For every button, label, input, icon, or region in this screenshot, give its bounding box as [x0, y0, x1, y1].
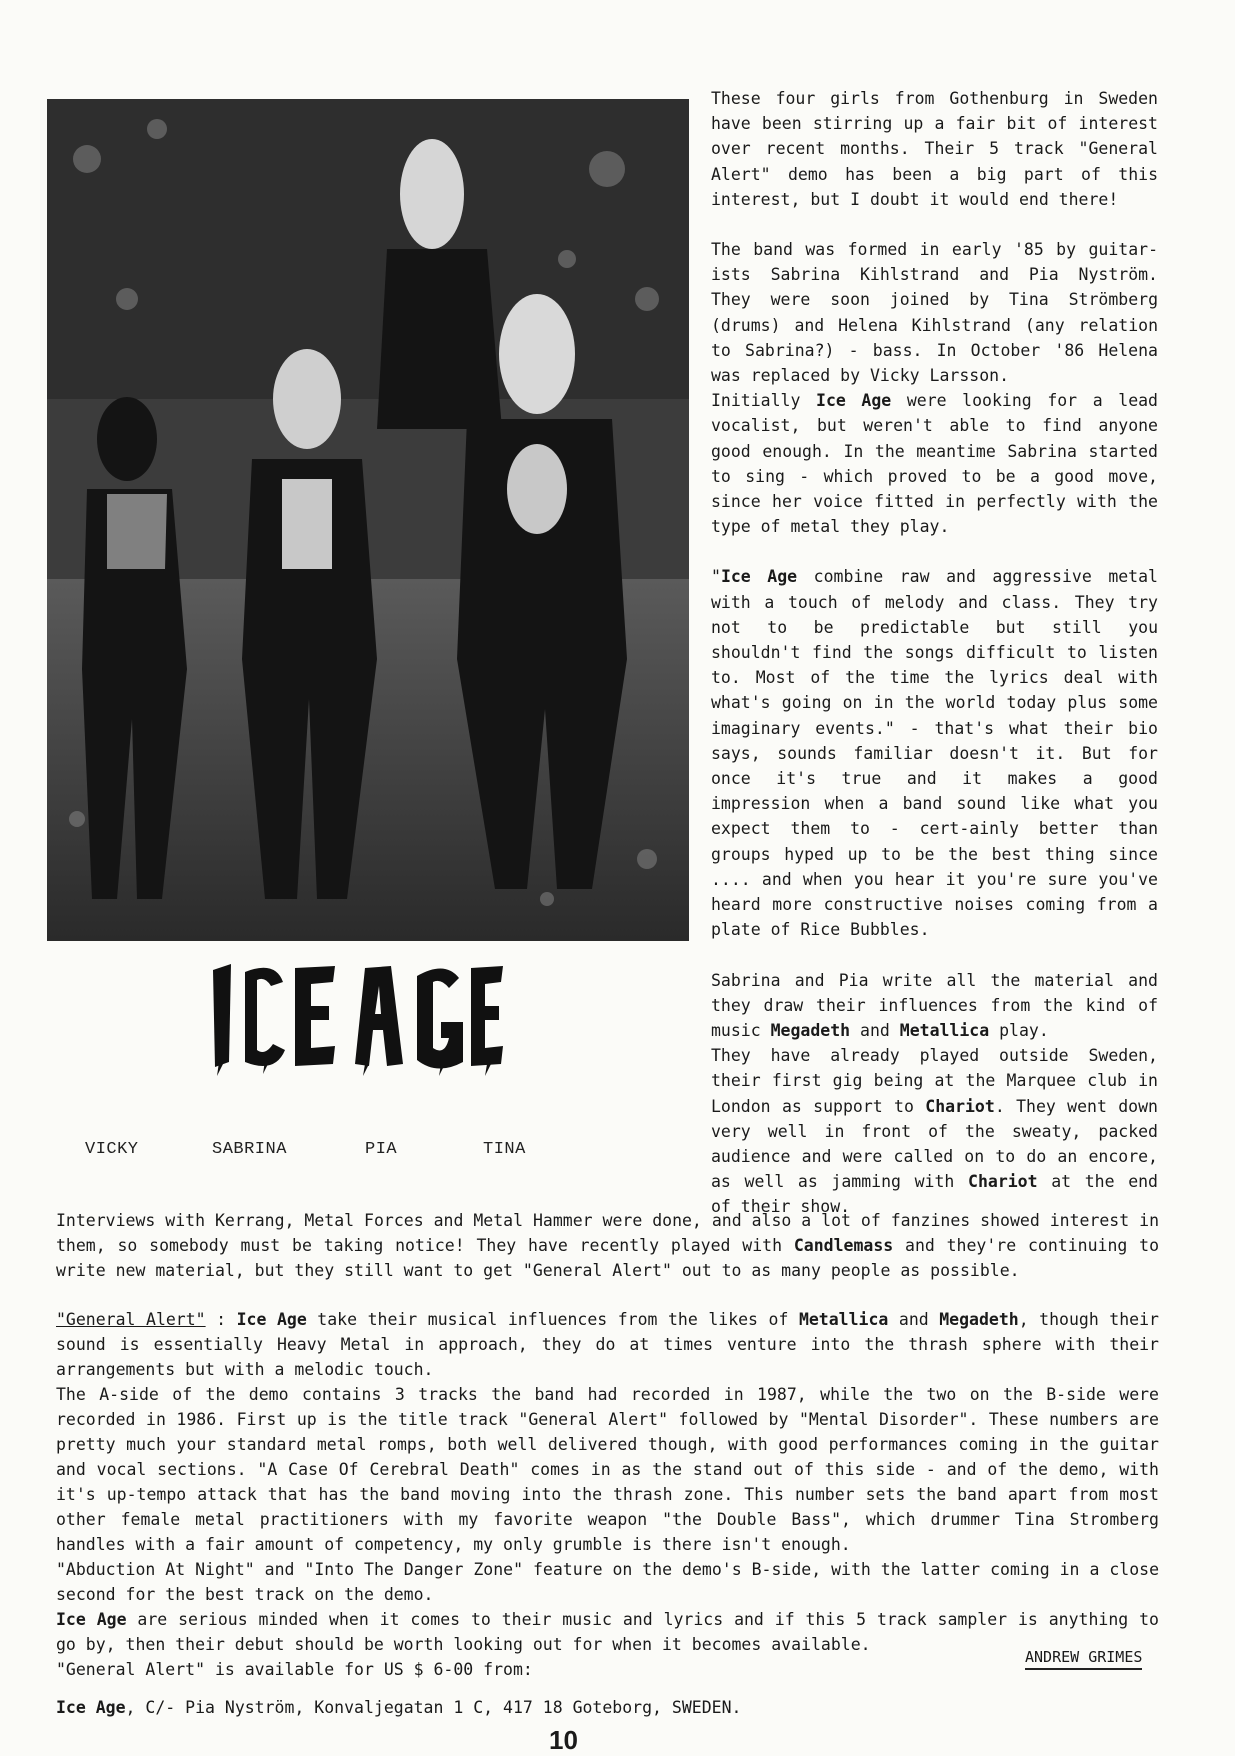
caption-vicky: VICKY: [85, 1140, 139, 1159]
right-column: [711, 86, 1158, 1220]
interviews-paragraph: Interviews with Kerrang, Metal Forces and Metal Hammer were done, and also a lot of fanzines showed interest in them, so somebody must be taking notice! They have recently played with Candlemass and they're continuing to write new material, but they still want to get "General Alert" out to as many people as possible.: [56, 1211, 1159, 1280]
band-photo: [47, 99, 689, 941]
paragraph-vocalist: Initially Ice Age were looking for a lead vocalist, but weren't able to find anyone good enough. In the meantime Sabrina started to sing - which proved to be a good move, since her voice fitted in perfectly with the type of metal they play.: [711, 391, 1158, 537]
paragraph-intro: These four girls from Gothenburg in Sweden have been stirring up a fair bit of interest over recent months. Their 5 track "General Alert" demo has been a big part of this interest, but I doubt it would end there!: [711, 89, 1158, 209]
band-photo-graphic: [47, 99, 689, 941]
review-conclusion: Ice Age are serious minded when it comes to their music and lyrics and if this 5 track sampler is anything to go by, then their debut should be worth looking out for when it becomes available.: [56, 1610, 1159, 1654]
paragraph-gigs: They have already played outside Sweden, their first gig being at the Marquee club in London as support to Chariot. They went down very well in front of the sweaty, packed audience and were called on to do an encore, as well as jamming with Chariot at the end of their show.: [711, 1046, 1158, 1217]
page-number: 10: [549, 1725, 578, 1755]
availability-line: "General Alert" is available for US $ 6-00 from:: [56, 1660, 533, 1679]
paragraph-formation: The band was formed in early '85 by guitar-ists Sabrina Kihlstrand and Pia Nyström. They were soon joined by Tina Strömberg (drums) and Helena Kihlstrand (any relation to Sabrina?) - bass. In October '86 Helena was replaced by Vicky Larsson.: [711, 240, 1158, 386]
review-section: [56, 1307, 1159, 1657]
review-a-side: The A-side of the demo contains 3 tracks the band had recorded in 1987, while the two on the B-side were recorded in 1986. First up is the title track "General Alert" followed by "Mental Disorder". These numbers are pretty much your standard metal romps, both well delivered though, with good performances coming in the guitar and vocal sections. "A Case Of Cerebral Death" comes in as the stand out of this side - and of the demo, with it's up-tempo attack that has the band moving into the thrash zone. This number sets the band apart from most other female metal practitioners with my favorite weapon "the Double Bass", which drummer Tina Stromberg handles with a fair amount of competency, my only grumble is there isn't enough.: [56, 1385, 1159, 1554]
caption-sabrina: SABRINA: [212, 1140, 287, 1159]
contact-address: Ice Age, C/- Pia Nyström, Konvaljegatan 1 C, 417 18 Goteborg, SWEDEN.: [56, 1698, 742, 1717]
review-intro: "General Alert" : Ice Age take their musical influences from the likes of Metallica and Megadeth, though their sound is essentially Heavy Metal in approach, they do at times venture into the thrash sphere with their arrangements but with a melodic touch.: [56, 1310, 1159, 1379]
review-b-side: "Abduction At Night" and "Into The Danger Zone" feature on the demo's B-side, with the latter coming in a close second for the best track on the demo.: [56, 1560, 1159, 1604]
paragraph-influences: Sabrina and Pia write all the material and they draw their influences from the kind of music Megadeth and Metallica play.: [711, 970, 1158, 1040]
caption-tina: TINA: [483, 1140, 526, 1159]
ice-age-logo: [205, 952, 505, 1077]
caption-pia: PIA: [365, 1140, 398, 1159]
paragraph-bio: "Ice Age combine raw and aggressive metal with a touch of melody and class. They try not to be predictable but still you shouldn't find the songs difficult to listen to. Most of the time the lyrics deal with what's going on in the world today plus some imaginary events." - that's what their bio says, sounds familiar doesn't it. But for once it's true and it makes a good impression when a band sound like what you expect them to - cert-ainly better than groups hyped up to be the best thing since .... and when you hear it you're sure you've heard more constructive noises coming from a plate of Rice Bubbles.: [711, 567, 1158, 940]
review-title: "General Alert": [56, 1310, 206, 1329]
author-byline: ANDREW GRIMES: [1025, 1648, 1142, 1670]
